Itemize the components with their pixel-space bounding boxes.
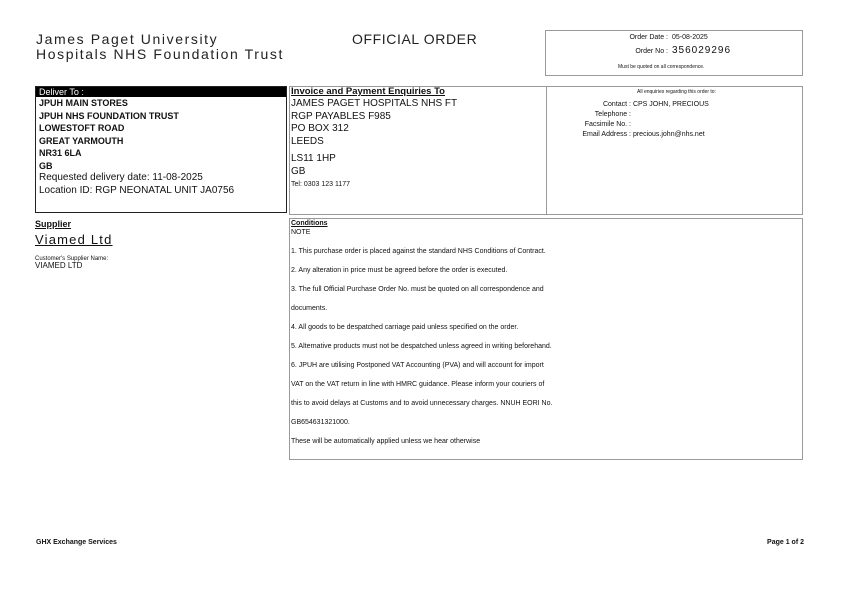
document-title: OFFICIAL ORDER [352, 31, 478, 47]
invoice-country: GB [291, 165, 306, 177]
deliver-address-line: GREAT YARMOUTH [39, 135, 124, 146]
invoice-address-line: PO BOX 312 [291, 123, 349, 134]
customer-supplier-label: Customer's Supplier Name: [35, 256, 109, 262]
telephone-label: Telephone : [594, 111, 631, 118]
condition-line: 2. Any alteration in price must be agreed before the order is executed. [291, 267, 508, 274]
deliver-address-line: LOWESTOFT ROAD [39, 123, 125, 133]
invoice-address-line: JAMES PAGET HOSPITALS NHS FT [291, 98, 458, 109]
invoice-heading: Invoice and Payment Enquiries To [291, 86, 445, 97]
deliver-address-line: JPUH NHS FOUNDATION TRUST [39, 110, 179, 121]
condition-line: 6. JPUH are utilising Postponed VAT Accounting (PVA) and will account for import [291, 362, 544, 369]
deliver-address-line: JPUH MAIN STORES [39, 98, 128, 108]
facsimile-label: Facsimile No. : [584, 121, 631, 128]
invoice-telephone: Tel: 0303 123 1177 [291, 181, 351, 188]
organisation-name-line2: Hospitals NHS Foundation Trust [36, 46, 284, 62]
invoice-address-line: LEEDS [291, 135, 324, 147]
footer-left: GHX Exchange Services [36, 539, 117, 546]
condition-line: 1. This purchase order is placed against the standard NHS Conditions of Contract. [291, 248, 546, 255]
condition-line: VAT on the VAT return in line with HMRC guidance. Please inform your couriers of [291, 381, 545, 388]
deliver-to-heading: Deliver To : [36, 87, 286, 97]
conditions-heading: Conditions [291, 220, 328, 227]
order-number-label: Order No : [635, 48, 668, 55]
email-label: Email Address : [582, 131, 631, 138]
invoice-box [289, 86, 547, 215]
supplier-heading: Supplier [35, 219, 72, 229]
organisation-name-line1: James Paget University [36, 31, 219, 47]
order-date-value: 05-08-2025 [672, 34, 708, 41]
enquiries-heading: All enquiries regarding this order to: [637, 89, 716, 95]
supplier-section [35, 219, 285, 271]
condition-line: documents. [291, 305, 328, 312]
order-number-note: Must be quoted on all correspondence. [618, 64, 705, 70]
contact-value: CPS JOHN, PRECIOUS [632, 101, 709, 108]
requested-delivery-date: Requested delivery date: 11-08-2025 [39, 172, 203, 183]
contact-label: Contact : [602, 101, 631, 108]
condition-line: 4. All goods to be despatched carriage paid unless specified on the order. [291, 324, 519, 331]
deliver-to-box [35, 86, 287, 213]
conditions-box [289, 218, 803, 460]
order-info-box [545, 30, 803, 76]
enquiries-box [546, 86, 803, 215]
deliver-country: GB [39, 160, 53, 171]
invoice-address-line: RGP PAYABLES F985 [291, 110, 391, 122]
page-number: Page 1 of 2 [767, 539, 804, 546]
order-date-label: Order Date : [629, 34, 668, 41]
condition-line: this to avoid delays at Customs and to avoid unnecessary charges. NNUH EORI No. [291, 400, 553, 407]
order-number-value: 356029296 [672, 45, 732, 56]
deliver-postcode: NR31 6LA [39, 148, 82, 158]
supplier-name: Viamed Ltd [35, 232, 113, 247]
condition-line: 5. Alternative products must not be despatched unless agreed in writing beforehand. [291, 343, 552, 350]
invoice-postcode: LS11 1HP [291, 153, 336, 164]
organisation-name [36, 32, 284, 62]
condition-line: These will be automatically applied unless we hear otherwise [291, 438, 481, 445]
email-value: precious.john@nhs.net [632, 131, 705, 138]
customer-supplier-value: VIAMED LTD [35, 261, 83, 270]
condition-line: NOTE [291, 229, 311, 236]
condition-line: 3. The full Official Purchase Order No. must be quoted on all correspondence and [291, 286, 544, 293]
location-id: Location ID: RGP NEONATAL UNIT JA0756 [39, 184, 235, 196]
condition-line: GB654631321000. [291, 419, 350, 426]
